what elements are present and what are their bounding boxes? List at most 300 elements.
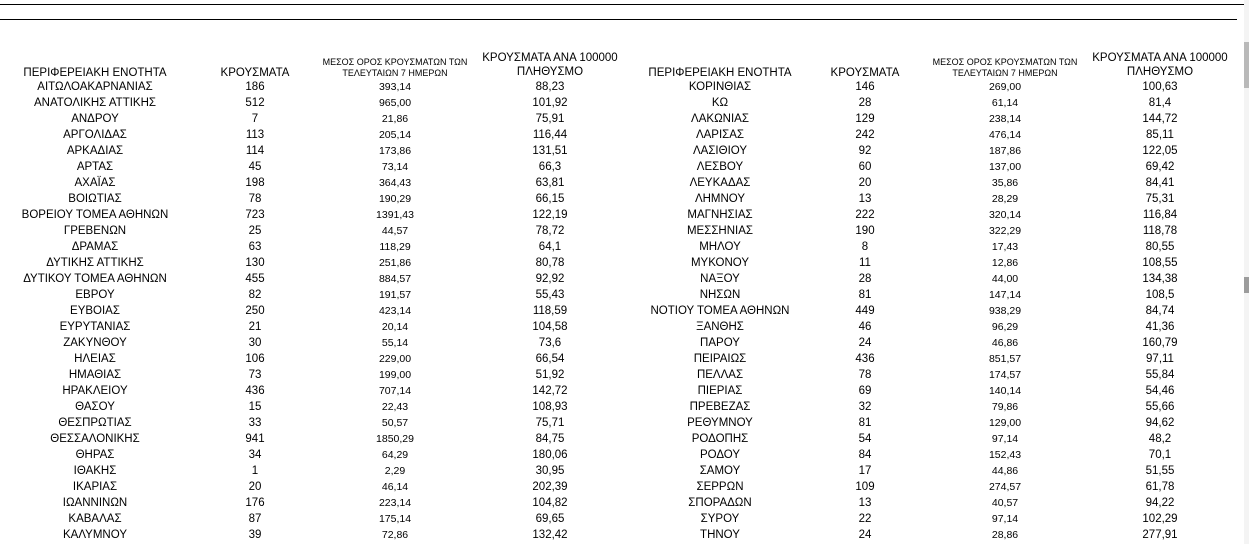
table-row [0,399,1240,415]
table-row [0,303,1240,319]
left-region-cell: ΗΛΕΙΑΣ [74,353,116,365]
left-cases-cell: 7 [251,113,259,125]
right-avg7-cell: 851,57 [988,353,1022,365]
right-region-cell: ΝΑΞΟΥ [700,273,740,285]
left-cases-cell: 34 [248,449,262,461]
right-avg7-cell: 129,00 [988,417,1022,429]
right-region-cell: ΜΕΣΣΗΝΙΑΣ [686,225,754,237]
right-per100k-cell: 55,84 [1145,369,1175,381]
column-gap [630,239,640,255]
table-row [0,111,1240,127]
table-row [0,495,1240,511]
left-avg7-cell: 21,86 [381,113,409,125]
left-per100k-cell: 104,82 [532,497,568,509]
right-region-cell: ΡΟΔΟΠΗΣ [691,433,749,445]
left-region-cell: ΑΡΚΑΔΙΑΣ [66,145,124,157]
left-cases-cell: 130 [245,257,265,269]
table-row [0,255,1240,271]
left-per100k-cell: 108,93 [532,401,568,413]
right-region-cell: ΡΕΘΥΜΝΟΥ [687,417,753,429]
left-per100k-cell: 142,72 [532,385,568,397]
right-per100k-cell: 61,78 [1145,481,1175,493]
left-cases-cell: 941 [245,433,265,445]
left-region-cell: ΓΡΕΒΕΝΩΝ [63,225,127,237]
column-gap [630,431,640,447]
left-avg7-cell: 55,14 [381,337,409,349]
left-region-cell: ΙΘΑΚΗΣ [73,465,117,477]
table-row [0,511,1240,527]
header-cases-left: ΚΡΟΥΣΜΑΤΑ [220,67,290,79]
left-cases-cell: 73 [248,369,262,381]
left-per100k-cell: 122,19 [532,209,568,221]
right-cases-cell: 46 [858,321,872,333]
table-row [0,319,1240,335]
left-per100k-cell: 101,92 [532,97,568,109]
right-per100k-cell: 55,66 [1145,401,1175,413]
column-gap [630,159,640,175]
right-per100k-cell: 84,41 [1145,177,1175,189]
column-gap [630,223,640,239]
right-per100k-cell: 94,62 [1145,417,1175,429]
right-cases-cell: 129 [855,113,875,125]
header-row [0,46,1240,79]
right-avg7-cell: 28,29 [991,193,1019,205]
right-avg7-cell: 79,86 [991,401,1019,413]
right-cases-cell: 242 [855,129,875,141]
right-cases-cell: 109 [855,481,875,493]
table-row [0,287,1240,303]
left-per100k-cell: 66,3 [538,161,562,173]
right-region-cell: ΝΟΤΙΟΥ ΤΟΜΕΑ ΑΘΗΝΩΝ [650,305,790,317]
right-cases-cell: 17 [858,465,872,477]
right-per100k-cell: 84,74 [1145,305,1175,317]
left-avg7-cell: 118,29 [379,241,411,253]
right-per100k-cell: 160,79 [1142,337,1178,349]
left-avg7-cell: 884,57 [378,273,412,285]
table-row [0,463,1240,479]
right-region-cell: ΣΕΡΡΩΝ [696,481,744,493]
right-avg7-cell: 12,86 [991,257,1019,269]
right-region-cell: ΣΥΡΟΥ [700,513,740,525]
column-gap [630,79,640,95]
right-avg7-cell: 28,86 [991,529,1019,541]
right-avg7-cell: 40,57 [991,497,1019,509]
right-region-cell: ΠΡΕΒΕΖΑΣ [689,401,751,413]
left-region-cell: ΑΡΓΟΛΙΔΑΣ [63,129,127,141]
left-region-cell: ΙΩΑΝΝΙΝΩΝ [62,497,128,509]
right-per100k-cell: 70,1 [1148,449,1172,461]
right-region-cell: ΛΗΜΝΟΥ [694,193,746,205]
right-region-cell: ΤΗΝΟΥ [700,529,740,541]
right-avg7-cell: 152,43 [988,449,1022,461]
left-cases-cell: 87 [248,513,262,525]
right-avg7-cell: 320,14 [988,209,1022,221]
right-region-cell: ΜΗΛΟΥ [699,241,741,253]
left-avg7-cell: 2,29 [384,465,406,477]
right-avg7-cell: 17,43 [991,241,1019,253]
left-per100k-cell: 51,92 [535,369,565,381]
header-cases-right: ΚΡΟΥΣΜΑΤΑ [830,67,900,79]
left-per100k-cell: 75,91 [535,113,565,125]
column-gap [630,95,640,111]
scrollbar-position-marker [1244,277,1249,293]
right-avg7-cell: 938,29 [988,305,1022,317]
right-avg7-cell: 97,14 [991,433,1019,445]
left-avg7-cell: 199,00 [378,369,412,381]
right-cases-cell: 54 [858,433,872,445]
right-region-cell: ΠΕΙΡΑΙΩΣ [693,353,747,365]
right-region-cell: ΚΟΡΙΝΘΙΑΣ [688,81,752,93]
right-per100k-cell: 41,36 [1145,321,1175,333]
right-cases-cell: 84 [858,449,872,461]
left-cases-cell: 455 [245,273,265,285]
right-per100k-cell: 75,31 [1145,193,1175,205]
left-per100k-cell: 73,6 [538,337,562,349]
right-avg7-cell: 44,86 [991,465,1019,477]
left-cases-cell: 106 [245,353,265,365]
table-row [0,207,1240,223]
left-region-cell: ΑΝΔΡΟΥ [71,113,119,125]
left-region-cell: ΒΟΡΕΙΟΥ ΤΟΜΕΑ ΑΘΗΝΩΝ [21,209,169,221]
table-row [0,335,1240,351]
left-region-cell: ΚΑΒΑΛΑΣ [68,513,122,525]
left-per100k-cell: 64,1 [538,241,562,253]
left-avg7-cell: 707,14 [378,385,412,397]
left-avg7-cell: 46,14 [381,481,409,493]
table-row [0,79,1240,95]
left-avg7-cell: 22,43 [381,401,409,413]
left-region-cell: ΔΥΤΙΚΗΣ ΑΤΤΙΚΗΣ [46,257,144,269]
table-row [0,127,1240,143]
right-avg7-cell: 147,14 [988,289,1022,301]
right-cases-cell: 60 [858,161,872,173]
right-per100k-cell: 85,11 [1146,129,1174,141]
right-cases-cell: 13 [858,497,872,509]
table-row [0,271,1240,287]
left-region-cell: ΚΑΛΥΜΝΟΥ [63,529,127,541]
left-per100k-cell: 84,75 [535,433,565,445]
right-per100k-cell: 69,42 [1145,161,1175,173]
right-avg7-cell: 238,14 [988,113,1022,125]
right-avg7-cell: 269,00 [988,81,1022,93]
right-cases-cell: 24 [858,337,872,349]
column-gap [630,399,640,415]
left-avg7-cell: 190,29 [378,193,412,205]
left-region-cell: ΘΗΡΑΣ [75,449,115,461]
table-row [0,239,1240,255]
left-region-cell: ΖΑΚΥΝΘΟΥ [63,337,127,349]
column-gap [630,303,640,319]
column-gap [630,463,640,479]
left-region-cell: ΘΑΣΟΥ [75,401,115,413]
column-gap [630,255,640,271]
left-cases-cell: 436 [245,385,265,397]
column-gap [630,383,640,399]
right-cases-cell: 24 [858,529,872,541]
right-region-cell: ΛΕΥΚΑΔΑΣ [689,177,751,189]
table-row [0,159,1240,175]
left-region-cell: ΑΡΤΑΣ [76,161,114,173]
left-cases-cell: 250 [245,305,265,317]
left-cases-cell: 20 [248,481,262,493]
right-cases-cell: 20 [858,177,872,189]
column-gap [630,495,640,511]
left-region-cell: ΔΥΤΙΚΟΥ ΤΟΜΕΑ ΑΘΗΝΩΝ [23,273,167,285]
right-cases-cell: 8 [861,241,869,253]
table-row [0,447,1240,463]
left-per100k-cell: 69,65 [535,513,565,525]
right-cases-cell: 28 [858,273,872,285]
right-region-cell: ΣΑΜΟΥ [699,465,741,477]
right-avg7-cell: 322,29 [988,225,1022,237]
right-cases-cell: 146 [855,81,875,93]
left-avg7-cell: 73,14 [381,161,409,173]
left-region-cell: ΒΟΙΩΤΙΑΣ [68,193,122,205]
top-border-line [0,4,1249,5]
left-per100k-cell: 66,54 [535,353,565,365]
right-cases-cell: 222 [855,209,875,221]
left-region-cell: ΑΧΑΪΑΣ [74,177,116,189]
right-region-cell: ΛΕΣΒΟΥ [696,161,744,173]
column-gap [630,271,640,287]
left-per100k-cell: 30,95 [535,465,565,477]
right-cases-cell: 11 [859,257,871,269]
left-avg7-cell: 50,57 [381,417,409,429]
table-row [0,383,1240,399]
right-per100k-cell: 277,91 [1142,529,1178,541]
right-cases-cell: 22 [858,513,872,525]
left-region-cell: ΕΥΒΟΙΑΣ [70,305,120,317]
left-region-cell: ΙΚΑΡΙΑΣ [72,481,118,493]
left-cases-cell: 82 [248,289,262,301]
right-per100k-cell: 122,05 [1142,145,1178,157]
left-per100k-cell: 202,39 [532,481,568,493]
column-gap [630,143,640,159]
right-cases-cell: 69 [858,385,872,397]
left-avg7-cell: 393,14 [378,81,412,93]
right-per100k-cell: 81,4 [1148,97,1172,109]
table-row [0,143,1240,159]
left-per100k-cell: 180,06 [532,449,568,461]
right-per100k-cell: 94,22 [1145,497,1175,509]
right-avg7-cell: 96,29 [991,321,1019,333]
header-per100k-left: ΚΡΟΥΣΜΑΤΑ ΑΝΑ 100000 ΠΛΗΘΥΣΜΟ [482,52,618,78]
right-cases-cell: 13 [858,193,872,205]
right-avg7-cell: 140,14 [988,385,1022,397]
right-avg7-cell: 61,14 [991,97,1019,109]
left-region-cell: ΑΙΤΩΛΟΑΚΑΡΝΑΝΙΑΣ [37,81,153,93]
table-row [0,527,1240,543]
right-per100k-cell: 144,72 [1142,113,1178,125]
left-cases-cell: 21 [248,321,262,333]
right-region-cell: ΠΑΡΟΥ [700,337,740,349]
left-per100k-cell: 63,81 [535,177,565,189]
left-region-cell: ΘΕΣΣΑΛΟΝΙΚΗΣ [50,433,140,445]
right-per100k-cell: 100,63 [1142,81,1178,93]
left-cases-cell: 186 [245,81,265,93]
column-gap [630,191,640,207]
left-cases-cell: 15 [248,401,262,413]
left-per100k-cell: 92,92 [535,273,565,285]
left-region-cell: ΗΡΑΚΛΕΙΟΥ [62,385,128,397]
column-gap [630,287,640,303]
header-per100k-right: ΚΡΟΥΣΜΑΤΑ ΑΝΑ 100000 ΠΛΗΘΥΣΜΟ [1092,52,1228,78]
right-per100k-cell: 51,55 [1145,465,1175,477]
left-avg7-cell: 251,86 [378,257,412,269]
right-avg7-cell: 174,57 [988,369,1022,381]
right-cases-cell: 92 [858,145,872,157]
right-cases-cell: 436 [855,353,875,365]
right-cases-cell: 32 [858,401,872,413]
right-per100k-cell: 97,11 [1146,353,1174,365]
left-avg7-cell: 965,00 [378,97,412,109]
left-region-cell: ΕΥΡΥΤΑΝΙΑΣ [59,321,131,333]
left-region-cell: ΕΒΡΟΥ [75,289,115,301]
left-avg7-cell: 364,43 [378,177,412,189]
header-avg7-left: ΜΕΣΟΣ ΟΡΟΣ ΚΡΟΥΣΜΑΤΩΝ ΤΩΝ ΤΕΛΕΥΤΑΙΩΝ 7 ΗΜΕΡΩΝ [322,57,468,78]
left-avg7-cell: 191,57 [378,289,412,301]
left-cases-cell: 30 [248,337,262,349]
right-cases-cell: 81 [858,417,872,429]
right-region-cell: ΚΩ [711,97,729,109]
right-avg7-cell: 476,14 [988,129,1022,141]
table-row [0,351,1240,367]
left-avg7-cell: 175,14 [378,513,412,525]
table-row [0,223,1240,239]
sheet-divider-line [0,19,1237,20]
left-per100k-cell: 116,44 [532,129,568,141]
left-per100k-cell: 78,72 [535,225,565,237]
right-per100k-cell: 54,46 [1145,385,1175,397]
right-cases-cell: 78 [858,369,872,381]
right-per100k-cell: 108,5 [1145,289,1175,301]
left-region-cell: ΑΝΑΤΟΛΙΚΗΣ ΑΤΤΙΚΗΣ [33,97,156,109]
left-avg7-cell: 72,86 [381,529,409,541]
left-cases-cell: 198 [245,177,265,189]
right-avg7-cell: 187,86 [988,145,1022,157]
column-gap [630,127,640,143]
right-region-cell: ΠΕΛΛΑΣ [696,369,744,381]
right-per100k-cell: 48,2 [1148,433,1172,445]
left-avg7-cell: 423,14 [378,305,412,317]
left-per100k-cell: 80,78 [535,257,565,269]
left-avg7-cell: 20,14 [381,321,409,333]
right-avg7-cell: 97,14 [991,513,1019,525]
header-region-left: ΠΕΡΙΦΕΡΕΙΑΚΗ ΕΝΟΤΗΤΑ [23,67,167,79]
column-gap [630,511,640,527]
left-per100k-cell: 88,23 [535,81,565,93]
left-per100k-cell: 66,15 [535,193,565,205]
right-avg7-cell: 274,57 [988,481,1022,493]
left-avg7-cell: 64,29 [381,449,409,461]
right-per100k-cell: 116,84 [1142,209,1178,221]
column-gap [630,447,640,463]
table-row [0,367,1240,383]
column-gap [630,335,640,351]
table-body [0,79,1240,543]
left-per100k-cell: 118,59 [532,305,568,317]
left-cases-cell: 78 [248,193,262,205]
left-cases-cell: 25 [248,225,262,237]
left-region-cell: ΗΜΑΘΙΑΣ [68,369,122,381]
right-region-cell: ΣΠΟΡΑΔΩΝ [688,497,752,509]
column-gap [630,527,640,543]
header-region-right: ΠΕΡΙΦΕΡΕΙΑΚΗ ΕΝΟΤΗΤΑ [648,67,792,79]
table-row [0,431,1240,447]
right-region-cell: ΝΗΣΩΝ [699,289,741,301]
right-region-cell: ΛΑΡΙΣΑΣ [695,129,745,141]
right-region-cell: ΜΥΚΟΝΟΥ [690,257,750,269]
column-gap [630,319,640,335]
column-gap [630,479,640,495]
left-per100k-cell: 55,43 [535,289,565,301]
table-row [0,175,1240,191]
right-per100k-cell: 102,29 [1142,513,1178,525]
column-gap [630,175,640,191]
right-region-cell: ΛΑΣΙΘΙΟΥ [692,145,748,157]
right-region-cell: ΡΟΔΟΥ [699,449,741,461]
scrollbar-thumb[interactable] [1244,42,1249,88]
left-cases-cell: 33 [248,417,262,429]
left-avg7-cell: 173,86 [378,145,412,157]
column-gap [630,111,640,127]
right-region-cell: ΜΑΓΝΗΣΙΑΣ [687,209,753,221]
left-cases-cell: 63 [248,241,262,253]
header-avg7-right: ΜΕΣΟΣ ΟΡΟΣ ΚΡΟΥΣΜΑΤΩΝ ΤΩΝ ΤΕΛΕΥΤΑΙΩΝ 7 ΗΜΕΡΩΝ [932,57,1078,78]
cases-table [0,46,1240,543]
left-avg7-cell: 223,14 [378,497,412,509]
column-gap [630,46,640,79]
right-cases-cell: 81 [858,289,872,301]
left-cases-cell: 39 [248,529,262,541]
left-avg7-cell: 44,57 [381,225,409,237]
left-cases-cell: 114 [245,145,265,157]
right-cases-cell: 28 [858,97,872,109]
table-row [0,95,1240,111]
right-region-cell: ΞΑΝΘΗΣ [696,321,744,333]
vertical-scrollbar[interactable] [1244,0,1249,544]
left-cases-cell: 113 [245,129,265,141]
column-gap [630,367,640,383]
right-avg7-cell: 44,00 [991,273,1019,285]
left-cases-cell: 512 [245,97,265,109]
column-gap [630,207,640,223]
right-per100k-cell: 108,55 [1142,257,1178,269]
left-cases-cell: 176 [245,497,265,509]
left-avg7-cell: 1850,29 [376,433,414,445]
right-avg7-cell: 137,00 [988,161,1022,173]
right-per100k-cell: 134,38 [1142,273,1178,285]
right-cases-cell: 449 [855,305,875,317]
left-cases-cell: 1 [251,465,259,477]
column-gap [630,351,640,367]
left-cases-cell: 45 [248,161,262,173]
left-per100k-cell: 104,58 [532,321,568,333]
right-per100k-cell: 80,55 [1145,241,1175,253]
right-region-cell: ΠΙΕΡΙΑΣ [697,385,743,397]
left-per100k-cell: 132,42 [532,529,568,541]
left-per100k-cell: 75,71 [535,417,565,429]
left-avg7-cell: 229,00 [378,353,412,365]
right-region-cell: ΛΑΚΩΝΙΑΣ [691,113,749,125]
table-row [0,479,1240,495]
left-region-cell: ΘΕΣΠΡΩΤΙΑΣ [58,417,132,429]
left-avg7-cell: 1391,43 [376,209,414,221]
left-cases-cell: 723 [245,209,265,221]
left-per100k-cell: 131,51 [532,145,568,157]
right-avg7-cell: 35,86 [991,177,1019,189]
table-row [0,415,1240,431]
